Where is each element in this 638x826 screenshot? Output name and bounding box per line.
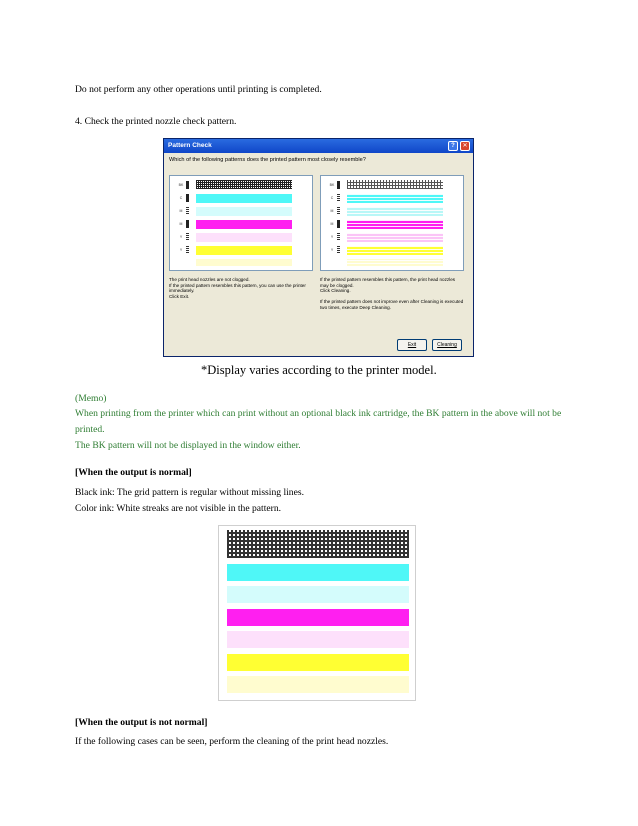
help-button[interactable]: ?: [448, 141, 458, 151]
abnormal-output-heading: [When the output is not normal]: [75, 717, 208, 728]
label-y-1: Y: [330, 235, 334, 239]
c-bar: [337, 194, 340, 202]
label-m-1: M: [179, 209, 183, 213]
y2-bar: [186, 246, 189, 254]
light-cyan-band: [196, 207, 292, 216]
clogged-pattern-option[interactable]: [320, 175, 464, 271]
display-caption: *Display varies according to the printer model.: [201, 363, 437, 377]
bk-grid-pattern-broken: [347, 180, 443, 189]
label-c: C: [330, 196, 334, 200]
light-yellow-band: [227, 676, 409, 693]
abnormal-output-body: If the following cases can be seen, perform the cleaning of the print head nozzles.: [75, 736, 389, 747]
dialog-titlebar: [164, 139, 473, 153]
normal-nozzle-pattern-image: [218, 525, 416, 701]
light-magenta-band-streaked: [347, 233, 443, 242]
pattern-check-dialog: [163, 138, 474, 357]
light-magenta-band: [196, 233, 292, 242]
close-button[interactable]: ✕: [460, 141, 470, 151]
magenta-band-streaked: [347, 220, 443, 229]
bk-bar: [186, 181, 189, 189]
y-bar: [186, 233, 189, 241]
cyan-band: [227, 564, 409, 581]
dialog-question: Which of the following patterns does the printed pattern most closely resemble?: [169, 157, 366, 163]
memo-body-1: When printing from the printer which can print without an optional black ink cartridge, the BK pattern in the above will not be printed.: [75, 408, 562, 435]
m-bar: [186, 207, 189, 215]
cyan-band: [196, 194, 292, 203]
normal-color-ink: Color ink: White streaks are not visible in the pattern.: [75, 503, 282, 514]
exit-button[interactable]: Exit: [397, 339, 427, 351]
yellow-band-streaked: [347, 246, 443, 255]
light-yellow-band-streaked: [347, 259, 443, 266]
bk-bar: [337, 181, 340, 189]
label-c: C: [179, 196, 183, 200]
yellow-band: [227, 654, 409, 671]
light-magenta-band: [227, 631, 409, 648]
light-cyan-band: [227, 586, 409, 603]
label-y-1: Y: [179, 235, 183, 239]
label-m-2: M: [330, 222, 334, 226]
memo-body-2: The BK pattern will not be displayed in the window either.: [75, 440, 301, 451]
label-y-2: Y: [179, 248, 183, 252]
instruction-line: Do not perform any other operations until printing is completed.: [75, 84, 322, 95]
cyan-band-streaked: [347, 194, 443, 203]
label-y-2: Y: [330, 248, 334, 252]
c-bar: [186, 194, 189, 202]
y2-bar: [337, 246, 340, 254]
bk-grid-pattern: [196, 180, 292, 189]
label-m-1: M: [330, 209, 334, 213]
magenta-band: [227, 609, 409, 626]
m2-bar: [337, 220, 340, 228]
label-m-2: M: [179, 222, 183, 226]
magenta-band: [196, 220, 292, 229]
label-bk: BK: [178, 183, 184, 187]
m2-bar: [186, 220, 189, 228]
memo-title: (Memo): [75, 393, 107, 404]
m-bar: [337, 207, 340, 215]
y-bar: [337, 233, 340, 241]
clogged-pattern-description: If the printed pattern resembles this pattern, the print head nozzles may be clogged. Click Cleaning. If the printed pattern does not improve even after Cleaning is executed two times, execute Deep Cleaning.: [320, 277, 464, 310]
label-bk: BK: [329, 183, 335, 187]
dialog-title: Pattern Check: [168, 142, 212, 149]
normal-output-heading: [When the output is normal]: [75, 467, 192, 478]
normal-pattern-option[interactable]: [169, 175, 313, 271]
step-4-text: 4. Check the printed nozzle check pattern.: [75, 116, 237, 127]
light-yellow-band: [196, 259, 292, 266]
normal-pattern-description: The print head nozzles are not clogged. If the printed pattern resembles this pattern, you can use the printer immediately. Click Exit.: [169, 277, 306, 299]
light-cyan-band-streaked: [347, 207, 443, 216]
yellow-band: [196, 246, 292, 255]
normal-black-ink: Black ink: The grid pattern is regular without missing lines.: [75, 487, 304, 498]
cleaning-button[interactable]: Cleaning: [432, 339, 462, 351]
black-grid-pattern: [227, 530, 409, 558]
